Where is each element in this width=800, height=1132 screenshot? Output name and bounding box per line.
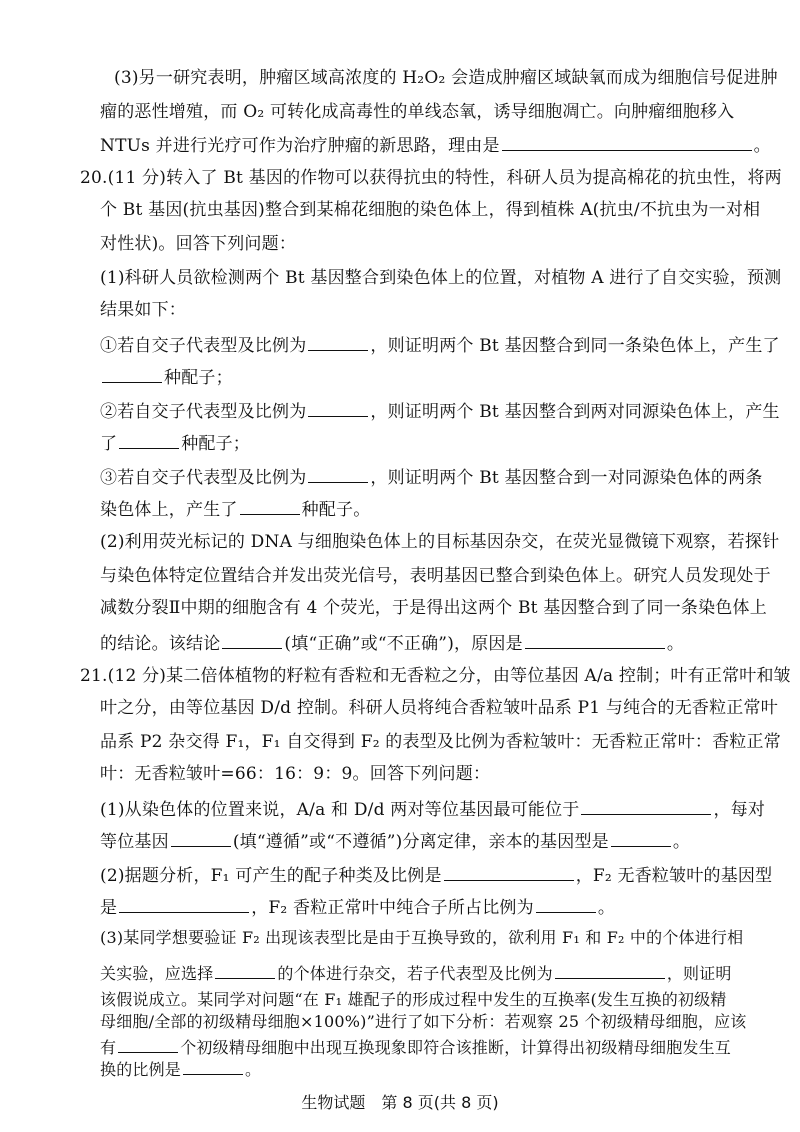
- q19-part3-line2: 瘤的恶性增殖，而 O₂ 可转化成高毒性的单线态氧，诱导细胞凋亡。向肿瘤细胞移入: [100, 102, 735, 122]
- q21-part1-text-a: (1)从染色体的位置来说，A/a 和 D/d 两对等位基因最可能位于: [100, 800, 580, 820]
- q21-part1-text-b: ，每对: [713, 800, 766, 820]
- answer-blank: [308, 398, 368, 417]
- q21-part3-line5: [100, 1034, 731, 1058]
- q20-part2-line3: 减数分裂Ⅱ中期的细胞含有 4 个荧光，于是得出这两个 Bt 基因整合到了同一条染色体上: [100, 598, 767, 618]
- answer-blank: [308, 464, 368, 483]
- q20-case1-text-a: ①若自交子代表型及比例为: [100, 336, 307, 356]
- q20-case3-text-b: ，则证明两个 Bt 基因整合到一对同源染色体的两条: [370, 468, 763, 488]
- answer-blank: [240, 496, 300, 515]
- q21-intro-line4: 叶：无香粒皱叶=66：16：9：9。回答下列问题：: [100, 764, 491, 784]
- answer-blank: [555, 960, 665, 979]
- answer-blank: [215, 960, 275, 979]
- q21-part1-text-c: 等位基因: [100, 832, 169, 852]
- answer-blank: [183, 1056, 243, 1075]
- q21-part3-line5-text: 有: [100, 1038, 117, 1057]
- q20-case3-line1: [100, 464, 763, 490]
- q20-case1-line1: [100, 332, 780, 358]
- answer-blank: [119, 430, 179, 449]
- q21-part2-text-d: ，F₂ 香粒正常叶中纯合子所占比例为: [251, 898, 534, 918]
- q20-part2-line2: 与染色体特定位置结合并发出荧光信号，表明基因已整合到染色体上。研究人员发现处于: [100, 566, 771, 586]
- answer-blank: [536, 894, 596, 913]
- q21-part2-line1: [100, 862, 772, 888]
- q20-case2-line1: [100, 398, 780, 424]
- q20-case2-text-d: 种配子；: [181, 434, 251, 454]
- answer-blank: [308, 332, 368, 351]
- q21-part3-line6: [100, 1056, 261, 1080]
- q21-part3-line4: 母细胞/全部的初级精母细胞×100%)”进行了如下分析：若观察 25 个初级精母细胞，应该: [100, 1012, 747, 1031]
- q20-case3-text-d: 种配子。: [301, 500, 371, 520]
- q21-part3-line5-text: 个初级精母细胞中出现互换现象即符合该推断，计算得出初级精母细胞发生互: [180, 1038, 732, 1057]
- q21-part1-line2: [100, 828, 690, 854]
- q21-part3-line1: (3)某同学想要验证 F₂ 出现该表型比是由于互换导致的，欲利用 F₁ 和 F₂ 中的个体进行相: [100, 928, 744, 947]
- answer-blank: [444, 862, 574, 881]
- q21-part2-text-c: 是: [100, 898, 118, 918]
- q20-case2-text-a: ②若自交子代表型及比例为: [100, 402, 307, 422]
- answer-blank: [171, 828, 231, 847]
- q20-intro-line1: 20.(11 分)转入了 Bt 基因的作物可以获得抗虫的特性，科研人员为提高棉花的抗虫性，将两: [80, 168, 782, 188]
- q21-part2-line2: [100, 894, 615, 920]
- q21-part1-line1: [100, 796, 765, 822]
- q21-part3-line2: [100, 960, 732, 984]
- q20-part2-text-a: 的结论。该结论: [100, 634, 221, 654]
- q20-part2-line1: (2)利用荧光标记的 DNA 与细胞染色体上的目标基因杂交，在荧光显微镜下观察，若探针: [100, 532, 780, 552]
- q20-case1-line2: [100, 364, 233, 390]
- q21-part3-line6-text: 换的比例是: [100, 1060, 182, 1079]
- q21-part3-text-c: ，则证明: [666, 964, 732, 983]
- q20-case2-text-b: ，则证明两个 Bt 基因整合到两对同源染色体上，产生: [370, 402, 780, 422]
- q19-part3-line3: [100, 132, 771, 158]
- q20-part2-text-b: (填“正确”或“不正确”)，原因是: [284, 634, 523, 654]
- q20-intro-line3: 对性状)。回答下列问题：: [100, 234, 297, 254]
- q19-part3-line3-end: 。: [753, 136, 771, 156]
- answer-blank: [119, 894, 249, 913]
- q21-part3-line3: 该假说成立。某同学对问题“在 F₁ 雄配子的形成过程中发生的互换率(发生互换的初级精: [100, 990, 727, 1009]
- q21-part1-text-d: (填“遵循”或“不遵循”)分离定律，亲本的基因型是: [232, 832, 609, 852]
- q21-part2-text-a: (2)据题分析，F₁ 可产生的配子种类及比例是: [100, 866, 442, 886]
- q21-intro-line1: 21.(12 分)某二倍体植物的籽粒有香粒和无香粒之分，由等位基因 A/a 控制；叶有正常叶和皱: [80, 666, 791, 686]
- answer-blank: [118, 1034, 178, 1053]
- q21-intro-line3: 品系 P2 杂交得 F₁，F₁ 自交得到 F₂ 的表型及比例为香粒皱叶：无香粒正常叶：香粒正常: [100, 732, 781, 752]
- q20-case1-text-b: ，则证明两个 Bt 基因整合到同一条染色体上，产生了: [370, 336, 780, 356]
- q20-case2-text-c: 了: [100, 434, 118, 454]
- q20-case3-text-a: ③若自交子代表型及比例为: [100, 468, 307, 488]
- q19-part3-line3-text: NTUs 并进行光疗可作为治疗肿瘤的新思路，理由是: [100, 136, 500, 156]
- q21-part3-text-a: 关实验，应选择: [100, 964, 214, 983]
- q20-intro-line2: 个 Bt 基因(抗虫基因)整合到某棉花细胞的染色体上，得到植株 A(抗虫/不抗虫为一对相: [100, 200, 761, 220]
- answer-blank: [502, 132, 752, 151]
- q21-part3-text-b: 的个体进行杂交，若子代表型及比例为: [277, 964, 553, 983]
- q20-case3-text-c: 染色体上，产生了: [100, 500, 238, 520]
- answer-blank: [102, 364, 162, 383]
- q20-part2-line4: [100, 630, 684, 656]
- q20-case1-text-c: 种配子；: [164, 368, 233, 388]
- q20-part2-text-c: 。: [666, 634, 685, 654]
- q21-intro-line2: 叶之分，由等位基因 D/d 控制。科研人员将纯合香粒皱叶品系 P1 与纯合的无香粒正常叶: [100, 698, 778, 718]
- answer-blank: [222, 630, 282, 649]
- q20-part1-line1: (1)科研人员欲检测两个 Bt 基因整合到染色体上的位置，对植物 A 进行了自交实验，预测: [100, 268, 782, 288]
- q21-part3-line6-text: 。: [245, 1060, 262, 1079]
- answer-blank: [611, 828, 671, 847]
- q20-case2-line2: [100, 430, 250, 456]
- q20-part1-line2: 结果如下：: [100, 300, 186, 320]
- q20-case3-line2: [100, 496, 370, 522]
- answer-blank: [581, 796, 711, 815]
- q19-part3-line1: (3)另一研究表明，肿瘤区域高浓度的 H₂O₂ 会造成肿瘤区域缺氧而成为细胞信号促进肿: [114, 68, 778, 88]
- q21-part2-text-b: ，F₂ 无香粒皱叶的基因型: [575, 866, 773, 886]
- q21-part1-text-e: 。: [672, 832, 691, 852]
- q21-part2-text-e: 。: [597, 898, 616, 918]
- answer-blank: [525, 630, 665, 649]
- page-footer: 生物试题 第 8 页(共 8 页): [301, 1093, 499, 1112]
